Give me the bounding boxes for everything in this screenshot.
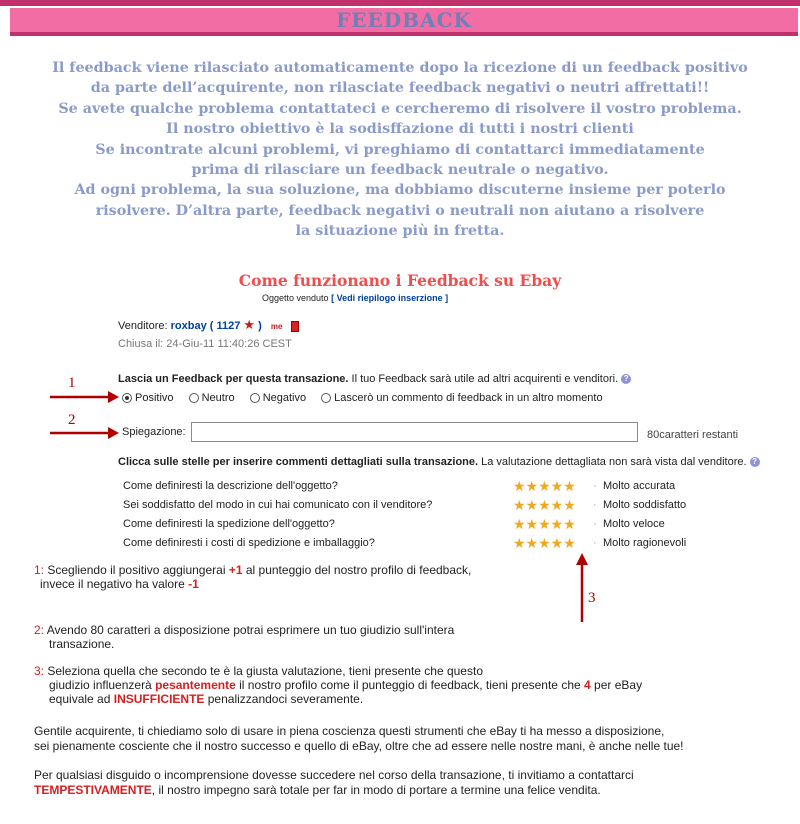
store-icon xyxy=(291,321,299,332)
note-2: 2: Avendo 80 caratteri a disposizione potrai esprimere un tuo giudizio sull'intera transazione. xyxy=(34,623,455,651)
chars-left: 80caratteri restanti xyxy=(647,429,739,441)
seller-score-close: ) xyxy=(258,320,262,332)
intro-line: risolvere. D’altra parte, feedback negativi o neutrali non aiutano a risolvere xyxy=(95,202,705,219)
star-rating[interactable]: ★★★★★ xyxy=(513,516,576,532)
rating-value: Molto veloce xyxy=(603,518,665,530)
star-rating[interactable]: ★★★★★ xyxy=(513,535,576,551)
stars-title: Clicca sulle stelle per inserire commenti dettagliati sulla transazione. xyxy=(118,456,479,468)
radio-later-icon[interactable] xyxy=(321,393,331,403)
explanation-label: Spiegazione: xyxy=(122,426,186,438)
explanation-input[interactable] xyxy=(191,422,638,442)
rating-question: Come definiresti la spedizione dell'oggetto? xyxy=(123,518,335,530)
intro-line: Il nostro obiettivo è la sodisffazione di tutti i nostri clienti xyxy=(166,121,634,138)
arrow-label-2: 2 xyxy=(68,412,76,428)
star-badge-icon: ★ xyxy=(243,317,256,332)
item-summary-link[interactable]: [ Vedi riepilogo inserzione ] xyxy=(331,293,449,303)
seller-line xyxy=(118,317,299,333)
header-banner xyxy=(10,8,798,36)
separator: · xyxy=(593,499,597,511)
feedback-type-options xyxy=(122,392,615,404)
closing-paragraph-2: Per qualsiasi disguido o incomprensione dovesse succedere nel corso della transazione, ti invitiamo a contattarci TEMPESTIVAMENTE, il nostro impegno sarà totale per far in modo di portare a termine una felice vendita. xyxy=(34,768,634,797)
note-1: 1: Scegliendo il positivo aggiungerai +1 al punteggio del nostro profilo di feedback, invece il negativo ha valore -1 xyxy=(34,563,472,591)
radio-positive[interactable]: Positivo xyxy=(122,392,174,404)
intro-line: la situazione più in fretta. xyxy=(295,223,505,240)
rating-question: Come definiresti la descrizione dell'oggetto? xyxy=(123,480,338,492)
note-3: 3: Seleziona quella che secondo te è la giusta valutazione, tieni presente che questo giudizio influenzerà pesantemente il nostro profilo come il punteggio di feedback, tieni presente che 4 per eBay equivale ad INSUFFICIENTE penalizzandoci severamente. xyxy=(34,664,643,706)
intro-line: Se avete qualche problema contattateci e cercheremo di risolvere il vostro problema. xyxy=(58,100,742,117)
rating-value: Molto ragionevoli xyxy=(603,537,687,549)
leave-feedback-line xyxy=(118,373,631,385)
closed-date: Chiusa il: 24-Giu-11 11:40:26 CEST xyxy=(118,338,292,350)
separator: · xyxy=(593,537,597,549)
top-band xyxy=(0,0,800,6)
star-rating[interactable]: ★★★★★ xyxy=(513,478,576,494)
item-sold-label: Oggetto venduto xyxy=(262,293,329,303)
seller-name-link[interactable]: roxbay xyxy=(170,320,207,332)
radio-negative[interactable]: Negativo xyxy=(250,392,306,404)
seller-label: Venditore: xyxy=(118,320,168,332)
rating-row xyxy=(123,499,723,511)
separator: · xyxy=(593,518,597,530)
leave-feedback-title: Lascia un Feedback per questa transazione. xyxy=(118,373,349,385)
intro-line: Se incontrate alcuni problemi, vi preghiamo di contattarci immediatamente xyxy=(95,141,705,158)
arrow-label-3: 3 xyxy=(588,590,596,606)
seller-score: ( 1127 xyxy=(209,320,241,332)
arrow-1 xyxy=(50,391,119,403)
separator: · xyxy=(593,480,597,492)
rating-value: Molto accurata xyxy=(603,480,676,492)
radio-negative-icon[interactable] xyxy=(250,393,260,403)
me-icon: me xyxy=(270,322,283,331)
rating-question: Sei soddisfatto del modo in cui hai comunicato con il venditore? xyxy=(123,499,433,511)
item-sold-line xyxy=(262,293,448,303)
rating-row xyxy=(123,537,723,549)
star-rating[interactable]: ★★★★★ xyxy=(513,497,576,513)
help-icon[interactable]: ? xyxy=(621,374,631,384)
stars-desc: La valutazione dettagliata non sarà vista dal venditore. xyxy=(481,456,747,468)
arrow-label-1: 1 xyxy=(68,375,76,391)
arrow-2 xyxy=(50,427,119,439)
rating-row xyxy=(123,480,723,492)
leave-feedback-desc: Il tuo Feedback sarà utile ad altri acquirenti e venditori. xyxy=(351,373,619,385)
radio-neutral[interactable]: Neutro xyxy=(189,392,235,404)
intro-line: Il feedback viene rilasciato automaticamente dopo la ricezione di un feedback positivo xyxy=(52,60,748,76)
rating-question: Come definiresti i costi di spedizione e imballaggio? xyxy=(123,537,375,549)
radio-later[interactable]: Lascerò un commento di feedback in un altro momento xyxy=(321,392,602,404)
intro-line: Ad ogni problema, la sua soluzione, ma dobbiamo discuterne insieme per poterlo xyxy=(74,182,726,199)
radio-neutral-icon[interactable] xyxy=(189,393,199,403)
intro-line: prima di rilasciare un feedback neutrale o negativo. xyxy=(191,162,609,179)
intro-line: da parte dell’acquirente, non rilasciate feedback negativi o neutri affrettati!! xyxy=(90,80,710,97)
arrow-3 xyxy=(576,553,588,622)
intro-text xyxy=(0,58,800,242)
closing-paragraph-1: Gentile acquirente, ti chiediamo solo di usare in piena coscienza questi strumenti che eBay ti ha messo a disposizione, sei pienamente cosciente che il nostro successo e quello di eBay, oltre che ad essere nelle nostre mani, è anche nelle tue! xyxy=(34,724,684,753)
stars-instruction-line xyxy=(118,456,760,468)
how-title: Come funzionano i Feedback su Ebay xyxy=(238,271,562,290)
radio-positive-icon[interactable] xyxy=(122,393,132,403)
rating-value: Molto soddisfatto xyxy=(603,499,687,511)
page-title: FEEDBACK xyxy=(336,8,472,32)
rating-row xyxy=(123,518,723,530)
help-icon[interactable]: ? xyxy=(750,457,760,467)
